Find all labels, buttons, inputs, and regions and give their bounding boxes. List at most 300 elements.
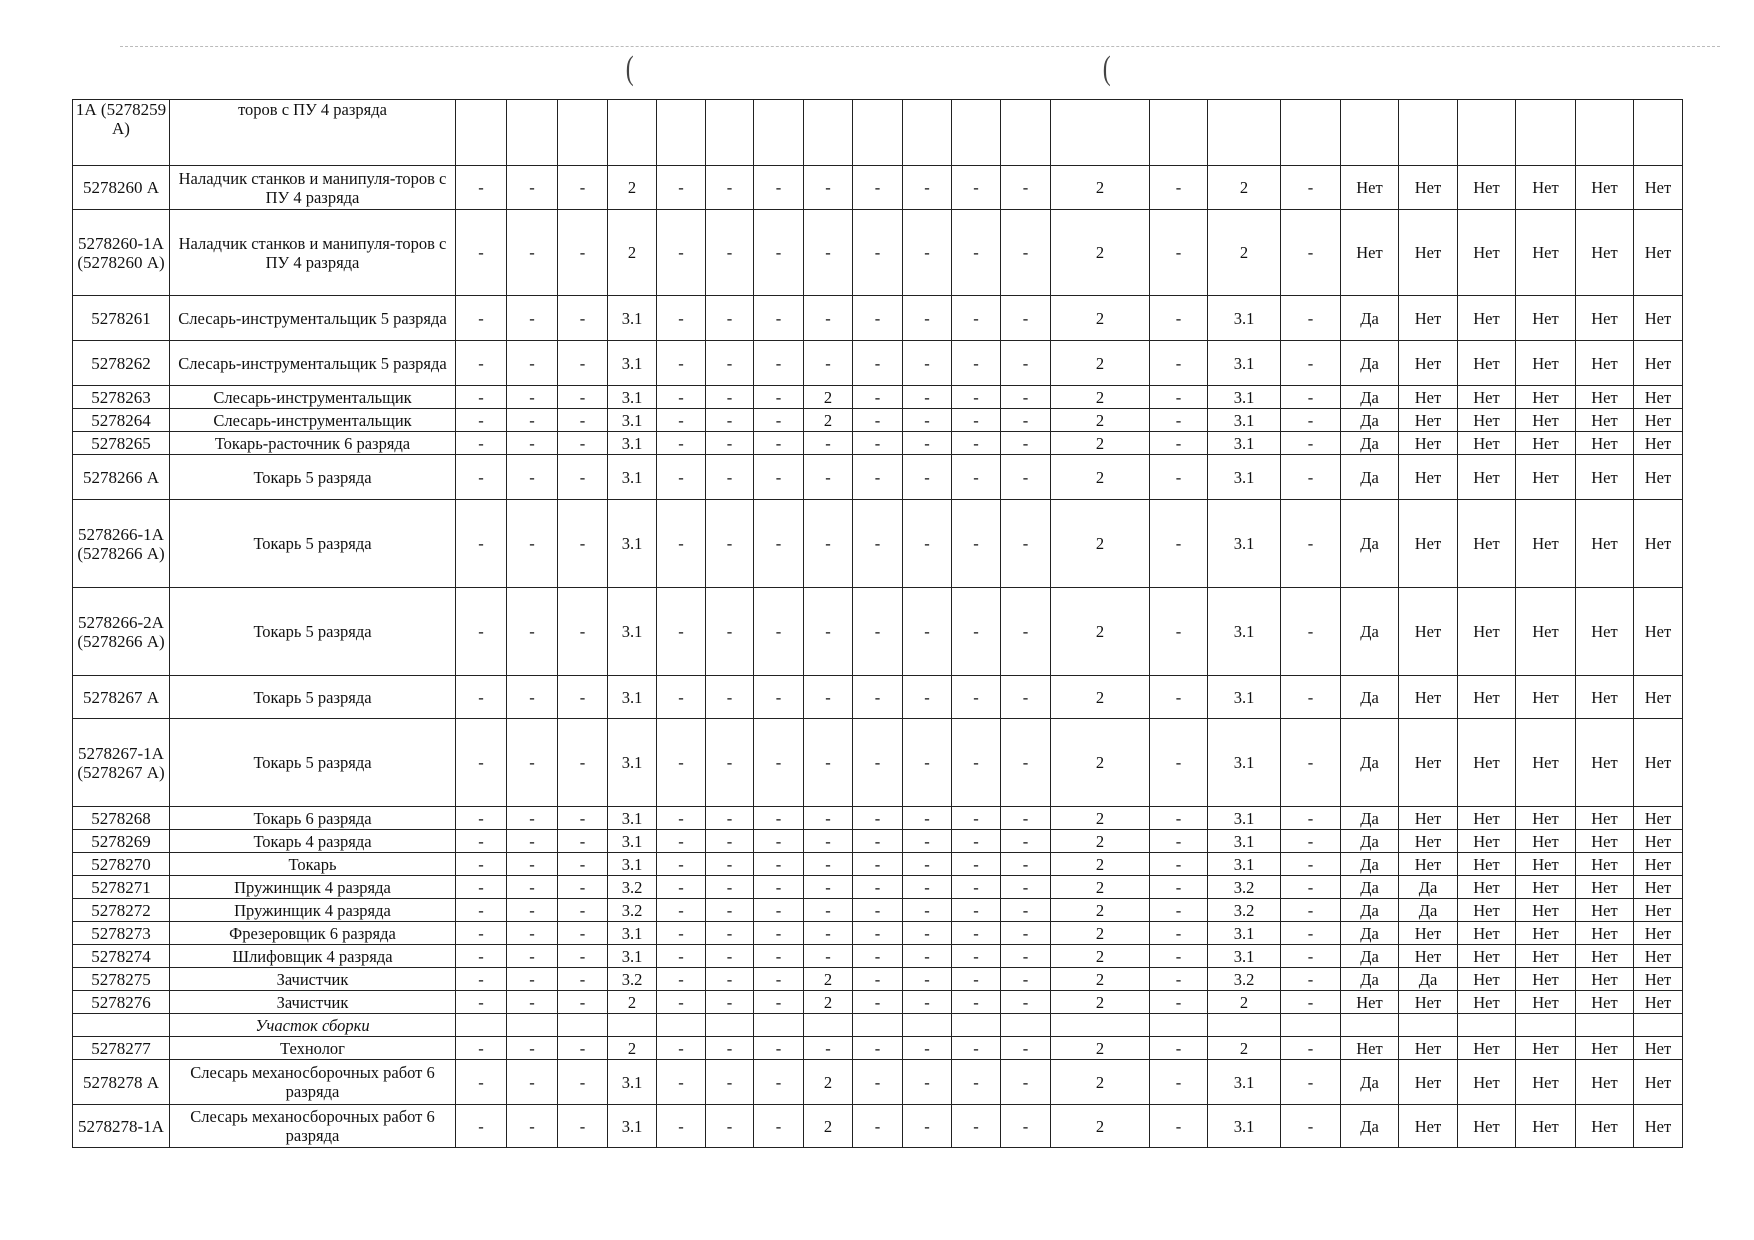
workplace-code: 5278263 [73,386,170,409]
value-cell: - [1281,807,1341,830]
value-cell: Нет [1458,676,1516,719]
value-cell: Нет [1634,876,1683,899]
value-cell: Нет [1516,1105,1576,1148]
value-cell: 2 [1208,166,1281,210]
value-cell: - [1001,899,1051,922]
value-cell: 3.1 [608,676,657,719]
value-cell: - [952,500,1001,588]
value-cell: 3.1 [608,588,657,676]
value-cell: - [952,341,1001,386]
value-cell: 2 [1051,409,1150,432]
value-cell: Нет [1458,853,1516,876]
value-cell: - [507,830,558,853]
value-cell: 2 [1051,991,1150,1014]
value-cell: Нет [1516,588,1576,676]
value-cell: - [903,968,952,991]
table-row [73,968,1683,991]
value-cell: Нет [1516,166,1576,210]
value-cell: - [853,991,903,1014]
value-cell: 3.1 [1208,853,1281,876]
value-cell: 2 [1051,210,1150,296]
value-cell: 3.1 [1208,1060,1281,1105]
value-cell [1341,100,1399,166]
value-cell: - [507,922,558,945]
value-cell: Нет [1576,922,1634,945]
value-cell: - [754,922,804,945]
value-cell: - [804,676,853,719]
value-cell: - [1281,588,1341,676]
value-cell: - [903,1037,952,1060]
value-cell: - [706,1037,754,1060]
value-cell: 2 [1208,210,1281,296]
value-cell: - [804,432,853,455]
table-row [73,432,1683,455]
workplace-code: 5278269 [73,830,170,853]
value-cell: - [804,210,853,296]
value-cell: - [903,210,952,296]
value-cell: Нет [1458,876,1516,899]
value-cell: - [903,409,952,432]
value-cell: - [1281,676,1341,719]
value-cell: Нет [1458,500,1516,588]
value-cell: - [1281,922,1341,945]
value-cell: 2 [804,1105,853,1148]
value-cell: Нет [1634,807,1683,830]
value-cell: - [754,409,804,432]
value-cell: 2 [804,386,853,409]
value-cell [1516,100,1576,166]
value-cell: - [903,341,952,386]
value-cell: 2 [1051,386,1150,409]
value-cell: - [754,455,804,500]
workplace-code: 5278271 [73,876,170,899]
value-cell: - [804,945,853,968]
value-cell: Нет [1399,853,1458,876]
value-cell: Нет [1516,341,1576,386]
table-row [73,210,1683,296]
section-row [73,1014,1683,1037]
value-cell: - [507,968,558,991]
value-cell: - [952,945,1001,968]
table-row [73,719,1683,807]
value-cell: - [804,807,853,830]
value-cell: Нет [1576,455,1634,500]
value-cell: Нет [1458,166,1516,210]
value-cell: Нет [1399,210,1458,296]
value-cell [1001,100,1051,166]
value-cell: - [706,876,754,899]
value-cell: - [754,830,804,853]
value-cell: 2 [1051,588,1150,676]
value-cell: Нет [1516,968,1576,991]
value-cell: Нет [1399,676,1458,719]
value-cell: - [1281,899,1341,922]
value-cell: - [853,1037,903,1060]
value-cell: - [1150,1105,1208,1148]
value-cell: - [507,899,558,922]
position-name: Пружинщик 4 разряда [170,876,456,899]
value-cell: Нет [1516,719,1576,807]
value-cell: - [1281,853,1341,876]
value-cell: - [558,676,608,719]
value-cell: Нет [1634,386,1683,409]
value-cell: Нет [1516,922,1576,945]
value-cell [1208,1014,1281,1037]
value-cell: - [1281,166,1341,210]
value-cell: Нет [1399,830,1458,853]
value-cell: - [657,991,706,1014]
value-cell: Нет [1458,945,1516,968]
value-cell: Нет [1399,807,1458,830]
value-cell: - [903,899,952,922]
value-cell: - [456,922,507,945]
value-cell: - [754,991,804,1014]
value-cell: - [456,1060,507,1105]
value-cell: - [456,719,507,807]
workplace-code: 5278278-1А [73,1105,170,1148]
value-cell: - [754,899,804,922]
value-cell: - [952,166,1001,210]
value-cell: - [853,166,903,210]
value-cell: - [952,922,1001,945]
value-cell: 2 [1208,1037,1281,1060]
value-cell: - [456,830,507,853]
workplace-code: 5278267-1А (5278267 А) [73,719,170,807]
value-cell: - [1150,719,1208,807]
value-cell: - [903,945,952,968]
value-cell: 3.1 [1208,719,1281,807]
value-cell: - [507,432,558,455]
value-cell: Нет [1634,830,1683,853]
value-cell: - [706,166,754,210]
value-cell: Нет [1399,432,1458,455]
value-cell: 2 [1051,945,1150,968]
value-cell: - [558,922,608,945]
value-cell: - [1150,899,1208,922]
value-cell: - [456,991,507,1014]
value-cell: 3.1 [608,500,657,588]
value-cell: - [706,830,754,853]
value-cell: - [754,386,804,409]
value-cell: - [558,386,608,409]
value-cell: 3.1 [608,1105,657,1148]
value-cell [1634,100,1683,166]
value-cell: Нет [1399,991,1458,1014]
table-row [73,853,1683,876]
position-name: Слесарь механосборочных работ 6 разряда [170,1060,456,1105]
value-cell: - [558,899,608,922]
value-cell: - [1281,341,1341,386]
value-cell [507,1014,558,1037]
value-cell: 2 [1051,853,1150,876]
value-cell: - [456,500,507,588]
workplace-code: 5278274 [73,945,170,968]
value-cell [1458,1014,1516,1037]
value-cell: Нет [1576,968,1634,991]
value-cell: 3.1 [1208,830,1281,853]
value-cell: 3.1 [608,853,657,876]
value-cell: 2 [1051,899,1150,922]
value-cell: 3.1 [608,922,657,945]
value-cell: - [1281,210,1341,296]
value-cell: - [1281,455,1341,500]
value-cell: - [706,807,754,830]
value-cell: 3.2 [1208,876,1281,899]
value-cell: Нет [1458,968,1516,991]
value-cell: - [952,296,1001,341]
workplace-code: 5278275 [73,968,170,991]
workplace-code: 5278262 [73,341,170,386]
value-cell: Нет [1458,210,1516,296]
value-cell: Нет [1634,968,1683,991]
value-cell: Нет [1576,876,1634,899]
value-cell: - [853,1060,903,1105]
value-cell: - [952,455,1001,500]
value-cell: - [657,968,706,991]
value-cell: 2 [1051,296,1150,341]
value-cell: 2 [1051,968,1150,991]
value-cell: Да [1399,876,1458,899]
value-cell: Нет [1634,1037,1683,1060]
value-cell: - [754,968,804,991]
value-cell: - [456,296,507,341]
value-cell: - [456,432,507,455]
value-cell [608,1014,657,1037]
value-cell: 3.1 [1208,409,1281,432]
value-cell: - [853,210,903,296]
value-cell: Нет [1516,296,1576,341]
value-cell: Нет [1516,945,1576,968]
value-cell: 3.1 [1208,455,1281,500]
value-cell [1001,1014,1051,1037]
value-cell: 3.2 [1208,899,1281,922]
value-cell: Нет [1634,210,1683,296]
value-cell: Нет [1516,991,1576,1014]
value-cell: - [507,876,558,899]
value-cell: - [1001,432,1051,455]
value-cell: - [1001,166,1051,210]
value-cell: - [1001,968,1051,991]
value-cell: - [903,166,952,210]
workplace-assessment-table [72,99,1683,1148]
value-cell: Нет [1458,1037,1516,1060]
value-cell: - [903,1105,952,1148]
value-cell: - [754,807,804,830]
value-cell [1576,100,1634,166]
table-row [73,588,1683,676]
value-cell: - [804,899,853,922]
value-cell: Нет [1576,386,1634,409]
value-cell: - [903,676,952,719]
value-cell: - [1001,991,1051,1014]
value-cell: - [507,296,558,341]
value-cell: Нет [1576,432,1634,455]
value-cell [903,100,952,166]
position-name: Зачистчик [170,991,456,1014]
value-cell: - [1001,588,1051,676]
value-cell [456,1014,507,1037]
value-cell: - [1001,830,1051,853]
value-cell: - [853,876,903,899]
value-cell: Нет [1458,1060,1516,1105]
workplace-code: 5278260-1А (5278260 А) [73,210,170,296]
value-cell: - [1001,409,1051,432]
value-cell: 2 [1051,432,1150,455]
value-cell: - [804,1037,853,1060]
value-cell: - [657,922,706,945]
position-name: Токарь 5 разряда [170,588,456,676]
value-cell: - [754,1037,804,1060]
section-title: Участок сборки [170,1014,456,1037]
value-cell [1051,1014,1150,1037]
value-cell: - [853,899,903,922]
scan-mark: ( [1102,50,1111,87]
value-cell: - [1150,922,1208,945]
value-cell: - [1150,968,1208,991]
value-cell: - [706,676,754,719]
value-cell: - [456,409,507,432]
value-cell: Нет [1634,719,1683,807]
value-cell: - [706,500,754,588]
value-cell: - [903,830,952,853]
value-cell: - [754,432,804,455]
value-cell: 2 [1051,500,1150,588]
value-cell: - [706,296,754,341]
value-cell: Нет [1341,210,1399,296]
value-cell: 3.1 [1208,676,1281,719]
value-cell: - [804,341,853,386]
value-cell: Да [1341,296,1399,341]
value-cell: - [1281,719,1341,807]
value-cell: - [1281,1037,1341,1060]
value-cell: - [804,296,853,341]
value-cell [853,1014,903,1037]
workplace-code: 5278260 А [73,166,170,210]
value-cell: 3.1 [608,432,657,455]
table-row [73,922,1683,945]
workplace-code: 5278261 [73,296,170,341]
value-cell: Нет [1341,1037,1399,1060]
value-cell: - [903,922,952,945]
workplace-code [73,1014,170,1037]
value-cell [456,100,507,166]
value-cell: Да [1341,968,1399,991]
value-cell: - [1150,455,1208,500]
value-cell: - [558,807,608,830]
value-cell: - [1281,500,1341,588]
value-cell: - [507,807,558,830]
table-row [73,991,1683,1014]
value-cell: - [853,719,903,807]
value-cell: Нет [1516,386,1576,409]
value-cell: Нет [1634,296,1683,341]
value-cell: 2 [1051,1060,1150,1105]
value-cell: - [1150,500,1208,588]
value-cell: - [657,876,706,899]
value-cell [1281,100,1341,166]
value-cell: 2 [1051,166,1150,210]
value-cell: - [952,991,1001,1014]
value-cell: - [853,807,903,830]
value-cell: - [456,166,507,210]
value-cell: - [952,853,1001,876]
value-cell: Нет [1341,166,1399,210]
value-cell: Нет [1399,341,1458,386]
value-cell: - [657,807,706,830]
value-cell: - [558,166,608,210]
value-cell: Да [1399,968,1458,991]
value-cell: - [1150,409,1208,432]
value-cell [558,1014,608,1037]
value-cell: - [1150,830,1208,853]
value-cell: Нет [1458,899,1516,922]
value-cell: 3.1 [608,830,657,853]
value-cell: 2 [1051,719,1150,807]
value-cell: - [952,1105,1001,1148]
value-cell: 3.1 [1208,432,1281,455]
value-cell: - [558,968,608,991]
value-cell: - [1150,210,1208,296]
value-cell: - [558,1060,608,1105]
value-cell: 3.1 [608,341,657,386]
value-cell: Нет [1576,1105,1634,1148]
value-cell: - [456,210,507,296]
value-cell [1208,100,1281,166]
table-row [73,830,1683,853]
value-cell: Нет [1634,991,1683,1014]
value-cell: Да [1341,676,1399,719]
value-cell: Нет [1576,945,1634,968]
value-cell: Нет [1576,676,1634,719]
value-cell: - [903,500,952,588]
value-cell: - [903,588,952,676]
value-cell: - [1150,945,1208,968]
value-cell: - [1281,876,1341,899]
value-cell: - [903,876,952,899]
value-cell: - [804,830,853,853]
value-cell: 2 [1051,1037,1150,1060]
value-cell: - [558,876,608,899]
value-cell [1399,1014,1458,1037]
value-cell: Да [1341,922,1399,945]
value-cell: Да [1341,876,1399,899]
value-cell [1634,1014,1683,1037]
value-cell: - [754,945,804,968]
value-cell: - [754,1105,804,1148]
value-cell: - [754,1060,804,1105]
value-cell: - [804,876,853,899]
value-cell: - [558,409,608,432]
value-cell: Нет [1399,409,1458,432]
value-cell: - [507,1060,558,1105]
workplace-code: 5278264 [73,409,170,432]
value-cell: Нет [1399,296,1458,341]
value-cell: - [558,296,608,341]
value-cell: - [952,588,1001,676]
value-cell: Нет [1576,1060,1634,1105]
value-cell: - [706,991,754,1014]
value-cell: - [657,341,706,386]
value-cell: - [1150,588,1208,676]
value-cell: - [853,409,903,432]
table-row [73,166,1683,210]
value-cell [853,100,903,166]
workplace-code: 5278273 [73,922,170,945]
value-cell: - [706,588,754,676]
value-cell: - [558,1037,608,1060]
value-cell: Да [1341,386,1399,409]
value-cell [706,100,754,166]
